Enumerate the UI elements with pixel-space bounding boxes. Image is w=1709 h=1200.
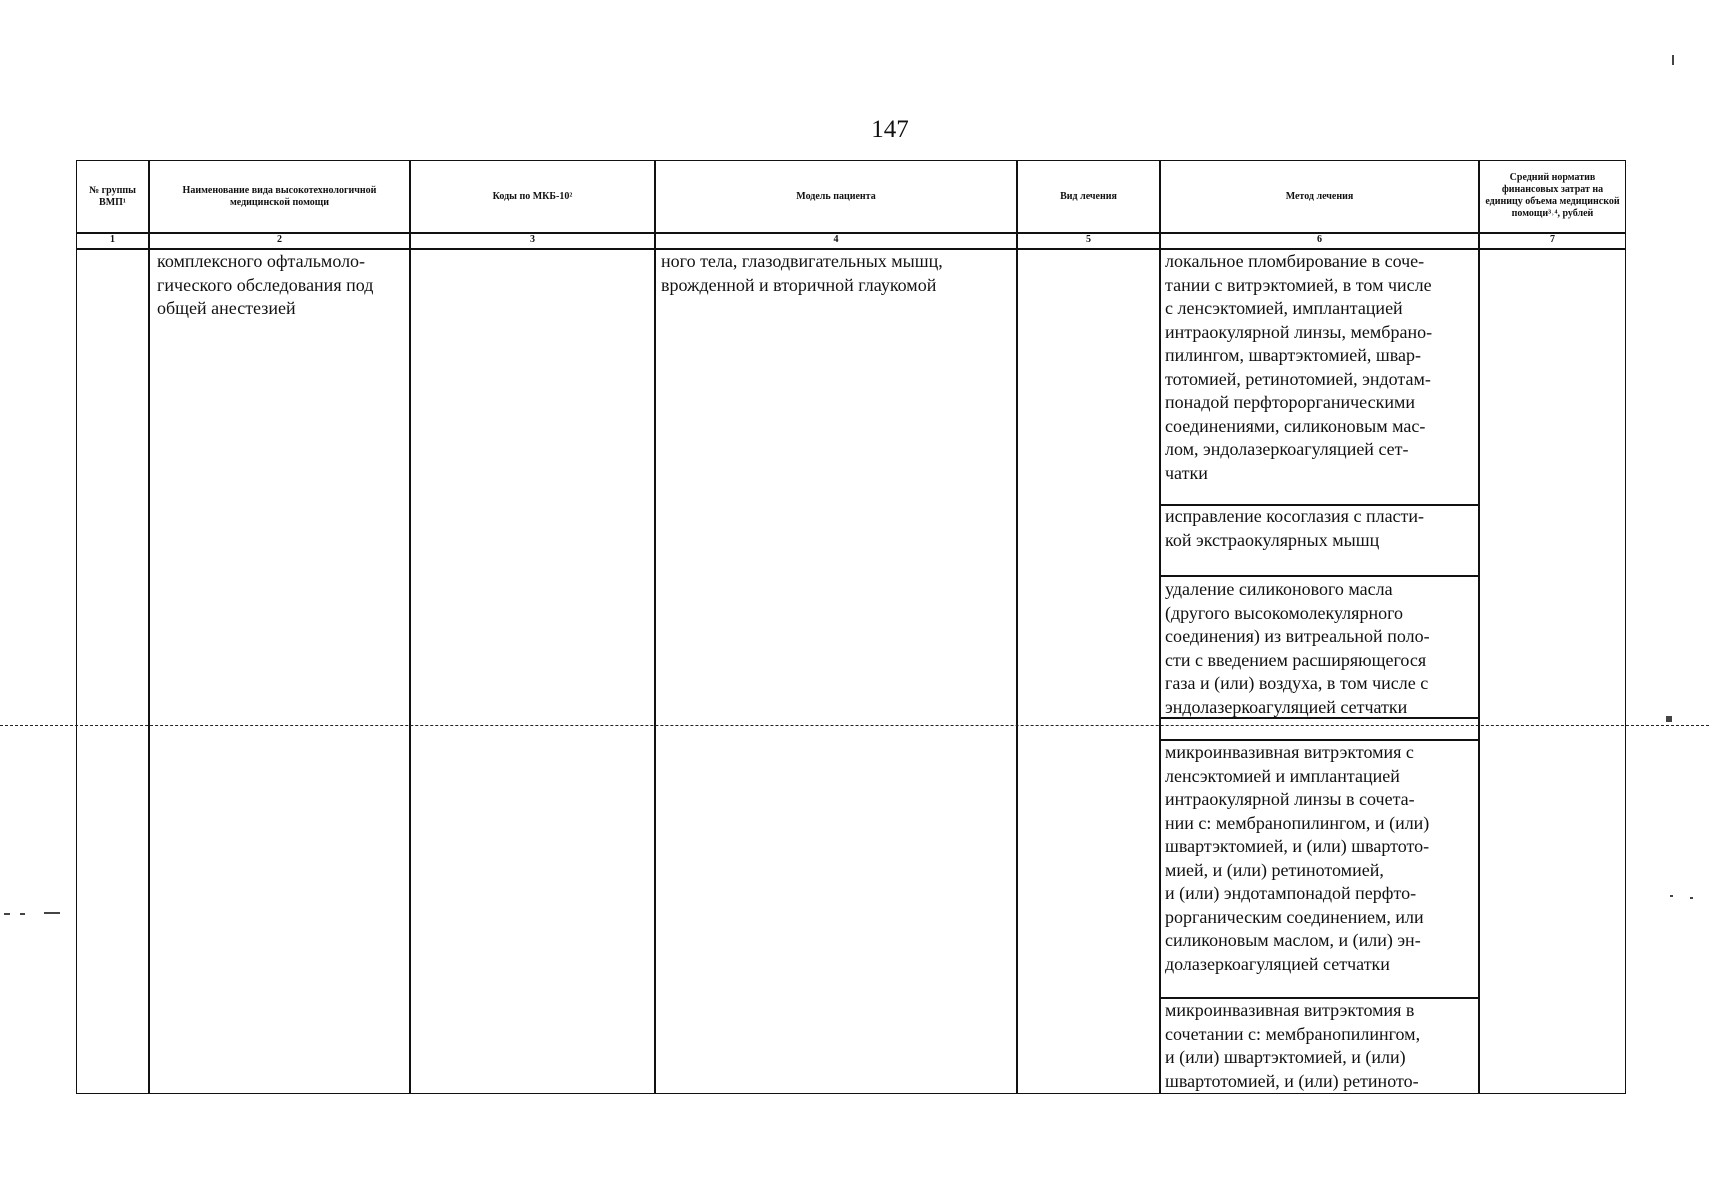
- header-patient-model: Модель пациента: [796, 191, 876, 202]
- scan-speck: [1672, 55, 1674, 65]
- column-number: 4: [833, 234, 839, 245]
- method-cell: удаление силиконового масла (другого высокомолекулярного соединения) из витреальной поло- сти с введением расширяющегося газа и (или) воздуха, в том числе с эндолазеркоагуляцией сетчатки: [1165, 579, 1430, 717]
- patient-model-cell: ного тела, глазодвигательных мышц, врожденной и вторичной глаукомой: [661, 251, 943, 295]
- scan-speck: [1690, 897, 1693, 899]
- header-treatment-method: Метод лечения: [1285, 191, 1354, 202]
- scan-speck: [20, 913, 25, 915]
- column-divider: [1159, 160, 1161, 1094]
- header-care-type: Наименование вида высокотехнологичной медицинской помощи: [182, 185, 377, 208]
- column-divider: [1016, 160, 1018, 1094]
- method-cell: микроинвазивная витрэктомия в сочетании с: мембранопилингом, и (или) швартэктомией, и (или) швартотомией, и (или) ретиното-: [1165, 1000, 1421, 1091]
- header-cost-standard: Средний норматив финансовых затрат на единицу объема медицинской помощи³˒⁴, рублей: [1485, 172, 1620, 219]
- column-divider: [148, 160, 150, 1094]
- column-number: 5: [1086, 234, 1091, 245]
- column-divider: [409, 160, 411, 1094]
- header-icd-codes: Коды по МКБ-10²: [492, 191, 573, 202]
- header-treatment-type: Вид лечения: [1060, 191, 1117, 202]
- scan-speck: [44, 912, 60, 914]
- scan-speck: [1670, 895, 1673, 897]
- column-number: 3: [530, 234, 535, 245]
- header-group-number: № группы ВМП¹: [89, 185, 136, 208]
- method-cell: локальное пломбирование в соче- тании с витрэктомией, в том числе с ленсэктомией, имплантацией интраокулярной линзы, мембрано- пилингом, швартэктомией, швар- тотомией, ретинотомией, эндотам- понадой перфторорганическими соединениями, силиконовым мас- лом, эндолазеркоагуляцией сет- чатки: [1165, 251, 1433, 483]
- method-cell: микроинвазивная витрэктомия с ленсэктомией и имплантацией интраокулярной линзы в сочета- нии с: мембранопилингом, и (или) швартэктомией, и (или) швартото- мией, и (или) ретинотомией, и (или) эндотампонадой перфто- рорганическим соединением, или силиконовым маслом, и (или) эн- долазеркоагуляцией сетчатки: [1165, 742, 1430, 974]
- scan-speck: [4, 913, 10, 915]
- page-number: 147: [871, 116, 909, 143]
- method-cell: исправление косоглазия с пласти- кой экстраокулярных мышц: [1165, 506, 1425, 550]
- column-number: 2: [277, 234, 282, 245]
- scan-speck: [1666, 716, 1672, 722]
- column-number: 1: [110, 234, 115, 245]
- scan-artifact-line: [0, 725, 1709, 726]
- column-divider: [654, 160, 656, 1094]
- method-divider: [1161, 717, 1478, 719]
- column-number: 6: [1317, 234, 1322, 245]
- method-divider: [1161, 575, 1478, 577]
- column-divider: [1478, 160, 1480, 1094]
- column-number: 7: [1550, 234, 1555, 245]
- care-type-cell: комплексного офтальмоло- гического обследования под общей анестезией: [157, 251, 374, 318]
